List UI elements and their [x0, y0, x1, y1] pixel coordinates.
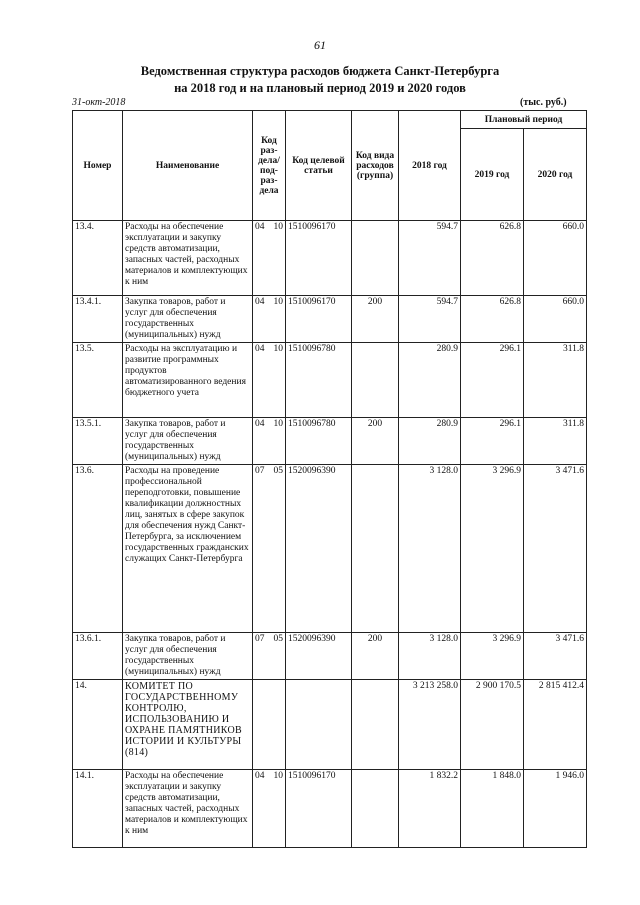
- row-value-2019: 296.1: [461, 343, 524, 418]
- row-target-code: 1510096170: [286, 221, 352, 296]
- table-row: [73, 296, 587, 343]
- row-name: Закупка товаров, работ и услуг для обеспечения государственных (муниципальных) нужд: [123, 296, 253, 343]
- row-razdel: [253, 633, 286, 680]
- table-row: [73, 418, 587, 465]
- table-row: [73, 343, 587, 418]
- row-name: Расходы на проведение профессиональной переподготовки, повышение квалификации должностных лиц, занятых в сфере закупок для обеспечения нужд Санкт-Петербурга, за исключением государственных гражданских служащих Санкт-Петербурга: [123, 465, 253, 633]
- row-value-2019: 1 848.0: [461, 770, 524, 848]
- page-number: 61: [314, 38, 326, 52]
- row-value-2020: 311.8: [524, 418, 587, 465]
- row-target-code: 1510096170: [286, 296, 352, 343]
- row-value-2018: 1 832.2: [399, 770, 461, 848]
- row-number: 13.4.: [73, 221, 123, 296]
- header-razdel: Код раз-дела/ под-раз-дела: [253, 111, 286, 221]
- row-value-2020: 3 471.6: [524, 633, 587, 680]
- row-razdel-code: 07: [255, 466, 265, 476]
- row-value-2020: 660.0: [524, 296, 587, 343]
- row-target-code: 1510096170: [286, 770, 352, 848]
- table-row: [73, 680, 587, 770]
- row-razdel: [253, 418, 286, 465]
- row-podrazdel-code: 10: [273, 344, 283, 354]
- table-row: [73, 465, 587, 633]
- expenditure-table: [72, 110, 587, 848]
- row-value-2020: 1 946.0: [524, 770, 587, 848]
- header-target: Код целевой статьи: [286, 111, 352, 221]
- row-razdel: [253, 343, 286, 418]
- header-2019: 2019 год: [461, 129, 524, 221]
- header-2020: 2020 год: [524, 129, 587, 221]
- header-vid: Код вида расходов (группа): [352, 111, 399, 221]
- row-vid-code: [352, 465, 399, 633]
- row-value-2020: 660.0: [524, 221, 587, 296]
- row-razdel: [253, 221, 286, 296]
- table-row: [73, 633, 587, 680]
- header-2018: 2018 год: [399, 111, 461, 221]
- row-vid-code: 200: [352, 296, 399, 343]
- row-value-2019: 626.8: [461, 296, 524, 343]
- row-target-code: [286, 680, 352, 770]
- row-podrazdel-code: 05: [273, 634, 283, 644]
- row-target-code: 1510096780: [286, 418, 352, 465]
- row-vid-code: 200: [352, 418, 399, 465]
- row-value-2018: 594.7: [399, 221, 461, 296]
- row-value-2020: 2 815 412.4: [524, 680, 587, 770]
- row-value-2018: 280.9: [399, 418, 461, 465]
- row-vid-code: [352, 221, 399, 296]
- document-date: 31-окт-2018: [72, 97, 126, 108]
- row-number: 13.5.1.: [73, 418, 123, 465]
- row-number: 13.5.: [73, 343, 123, 418]
- row-razdel-code: 04: [255, 297, 265, 307]
- row-target-code: 1510096780: [286, 343, 352, 418]
- row-razdel-code: 04: [255, 344, 265, 354]
- row-podrazdel-code: 10: [273, 297, 283, 307]
- row-value-2019: 3 296.9: [461, 633, 524, 680]
- units-label: (тыс. руб.): [520, 97, 567, 108]
- row-razdel: [253, 465, 286, 633]
- row-podrazdel-code: 10: [273, 222, 283, 232]
- row-name: Расходы на эксплуатацию и развитие программных продуктов автоматизированного ведения бюджетного учета: [123, 343, 253, 418]
- row-razdel: [253, 770, 286, 848]
- row-vid-code: 200: [352, 633, 399, 680]
- row-vid-code: [352, 343, 399, 418]
- row-number: 14.: [73, 680, 123, 770]
- row-target-code: 1520096390: [286, 633, 352, 680]
- row-value-2018: 3 213 258.0: [399, 680, 461, 770]
- row-number: 14.1.: [73, 770, 123, 848]
- row-name: Закупка товаров, работ и услуг для обеспечения государственных (муниципальных) нужд: [123, 418, 253, 465]
- row-value-2020: 3 471.6: [524, 465, 587, 633]
- document-title: [0, 63, 640, 97]
- title-line-1: Ведомственная структура расходов бюджета Санкт-Петербурга: [140, 64, 500, 78]
- row-name: Расходы на обеспечение эксплуатации и закупку средств автоматизации, запасных частей, расходных материалов и комплектующих к ним: [123, 770, 253, 848]
- row-value-2018: 3 128.0: [399, 465, 461, 633]
- row-number: 13.6.1.: [73, 633, 123, 680]
- row-value-2018: 280.9: [399, 343, 461, 418]
- row-value-2018: 3 128.0: [399, 633, 461, 680]
- row-podrazdel-code: 05: [273, 466, 283, 476]
- row-name: КОМИТЕТ ПО ГОСУДАРСТВЕННОМУ КОНТРОЛЮ, ИСПОЛЬЗОВАНИЮ И ОХРАНЕ ПАМЯТНИКОВ ИСТОРИИ И КУЛЬТУРЫ (814): [123, 680, 253, 770]
- header-name: Наименование: [123, 111, 253, 221]
- row-value-2019: 626.8: [461, 221, 524, 296]
- row-target-code: 1520096390: [286, 465, 352, 633]
- header-plan: Плановый период: [461, 111, 587, 129]
- row-razdel: [253, 680, 286, 770]
- row-number: 13.6.: [73, 465, 123, 633]
- row-value-2018: 594.7: [399, 296, 461, 343]
- row-number: 13.4.1.: [73, 296, 123, 343]
- row-vid-code: [352, 770, 399, 848]
- row-razdel-code: 04: [255, 771, 265, 781]
- row-value-2019: 296.1: [461, 418, 524, 465]
- row-value-2019: 2 900 170.5: [461, 680, 524, 770]
- row-podrazdel-code: 10: [273, 419, 283, 429]
- row-value-2019: 3 296.9: [461, 465, 524, 633]
- title-line-2: на 2018 год и на плановый период 2019 и 2020 годов: [174, 81, 466, 95]
- row-razdel: [253, 296, 286, 343]
- row-razdel-code: 04: [255, 419, 265, 429]
- row-razdel-code: 07: [255, 634, 265, 644]
- header-number: Номер: [73, 111, 123, 221]
- table-row: [73, 221, 587, 296]
- row-razdel-code: 04: [255, 222, 265, 232]
- row-name: Закупка товаров, работ и услуг для обеспечения государственных (муниципальных) нужд: [123, 633, 253, 680]
- row-name: Расходы на обеспечение эксплуатации и закупку средств автоматизации, запасных частей, расходных материалов и комплектующих к ним: [123, 221, 253, 296]
- table-row: [73, 770, 587, 848]
- row-podrazdel-code: 10: [273, 771, 283, 781]
- row-vid-code: [352, 680, 399, 770]
- row-value-2020: 311.8: [524, 343, 587, 418]
